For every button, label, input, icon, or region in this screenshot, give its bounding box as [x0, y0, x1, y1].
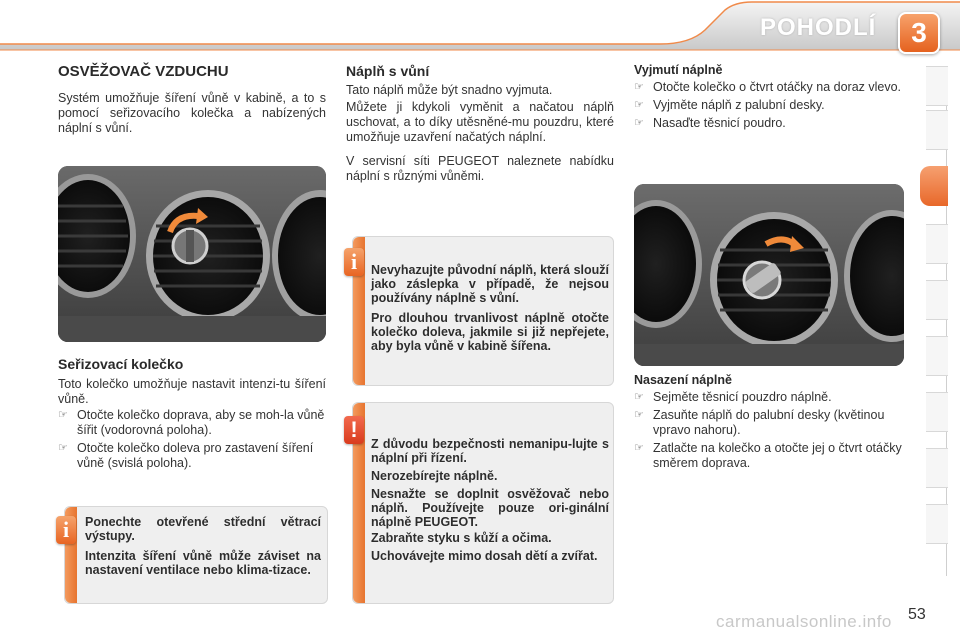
hand-pointer-icon: ☞: [634, 81, 644, 93]
side-tab-1[interactable]: [926, 66, 948, 106]
watermark: carmanualsonline.info: [716, 612, 892, 631]
list-item: ☞ Otočte kolečko o čtvrt otáčky na doraz vlevo.: [634, 80, 902, 94]
section-heading-air-freshener: OSVĚŽOVAČ VZDUCHU: [58, 63, 229, 80]
info-icon: i: [344, 248, 364, 276]
hand-pointer-icon: ☞: [634, 391, 644, 403]
side-tab-7[interactable]: [926, 392, 948, 432]
subheading-removal: Vyjmutí náplně: [634, 63, 723, 77]
adjustment-list: [58, 408, 326, 474]
adjustment-intro: Toto kolečko umožňuje nastavit intenzi-tu šíření vůně.: [58, 377, 326, 406]
side-tab-6[interactable]: [926, 336, 948, 376]
list-item: ☞ Sejměte těsnicí pouzdro náplně.: [634, 390, 832, 404]
header-band: [0, 0, 960, 56]
dashboard-vent-photo-left: [58, 166, 326, 342]
page-number: 53: [908, 606, 926, 623]
info-icon: i: [56, 516, 76, 544]
hand-pointer-icon: ☞: [634, 117, 644, 129]
warning-text: Uchovávejte mimo dosah dětí a zvířat.: [371, 549, 598, 563]
info-box-ventilation: [64, 506, 328, 604]
side-tab-2[interactable]: [926, 110, 948, 150]
section-heading-refill: Náplň s vůní: [346, 63, 430, 79]
list-item: ☞ Vyjměte náplň z palubní desky.: [634, 98, 825, 112]
warning-text: Z důvodu bezpečnosti nemanipu-lujte s náplní při řízení.: [371, 437, 609, 465]
list-item: ☞ Otočte kolečko doleva pro zastavení šíření vůně (svislá poloha).: [58, 441, 314, 470]
info-text: Ponechte otevřené střední větrací výstupy.: [85, 515, 321, 543]
list-item: ☞ Otočte kolečko doprava, aby se moh-la vůně šířit (vodorovná poloha).: [58, 408, 325, 437]
side-tab-9[interactable]: [926, 504, 948, 544]
side-tab-4[interactable]: [926, 224, 948, 264]
side-tab-8[interactable]: [926, 448, 948, 488]
warning-text: Nesnažte se doplnit osvěžovač nebo náplň. Používejte pouze ori-ginální náplně PEUGEOT.: [371, 487, 609, 529]
hand-pointer-icon: ☞: [634, 409, 644, 421]
list-item: ☞ Zatlačte na kolečko a otočte jej o čtvrt otáčky směrem doprava.: [634, 441, 902, 470]
warning-text: Zabraňte styku s kůží a očima.: [371, 531, 552, 545]
info-text: Pro dlouhou trvanlivost náplně otočte kolečko doleva, jakmile si již nepřejete, aby byla vůně v kabině šířena.: [371, 311, 609, 353]
removal-list: [634, 80, 904, 134]
hand-pointer-icon: ☞: [58, 409, 68, 421]
refill-paragraph-2: Můžete ji kdykoli vyměnit a načatou náplň uschovat, a to díky utěsněné-mu pouzdru, které umožňuje uzavření načatých náplní.: [346, 100, 614, 144]
insertion-list: [634, 390, 904, 474]
dashboard-vent-photo-right: [634, 184, 904, 366]
side-tabs: [926, 66, 948, 576]
info-text: Intenzita šíření vůně může záviset na nastavení ventilace nebo klima-tizace.: [85, 549, 321, 577]
refill-paragraph-3: V servisní síti PEUGEOT naleznete nabídku náplní s různými vůněmi.: [346, 154, 614, 183]
side-tab-active[interactable]: [920, 166, 948, 206]
hand-pointer-icon: ☞: [634, 442, 644, 454]
info-box-refill: [352, 236, 614, 386]
subheading-insertion: Nasazení náplně: [634, 373, 732, 387]
list-item: ☞ Zasuňte náplň do palubní desky (květinou vpravo nahoru).: [634, 408, 885, 437]
warning-box-safety: [352, 402, 614, 604]
hand-pointer-icon: ☞: [634, 99, 644, 111]
chapter-badge: 3: [898, 12, 940, 54]
page-title: POHODLÍ: [760, 14, 877, 41]
warning-icon: !: [344, 416, 364, 444]
hand-pointer-icon: ☞: [58, 442, 68, 454]
intro-paragraph: Systém umožňuje šíření vůně v kabině, a to s pomocí seřizovacího kolečka a nabízených náplní s vůní.: [58, 91, 326, 135]
warning-text: Nerozebírejte náplně.: [371, 469, 498, 483]
refill-paragraph-1: Tato náplň může být snadno vyjmuta.: [346, 83, 553, 97]
subheading-adjustment-wheel: Seřizovací kolečko: [58, 356, 184, 372]
side-tab-5[interactable]: [926, 280, 948, 320]
info-text: Nevyhazujte původní náplň, která slouží jako záslepka v případě, že nejsou používány náplně s vůní.: [371, 263, 609, 305]
list-item: ☞ Nasaďte těsnicí poudro.: [634, 116, 786, 130]
